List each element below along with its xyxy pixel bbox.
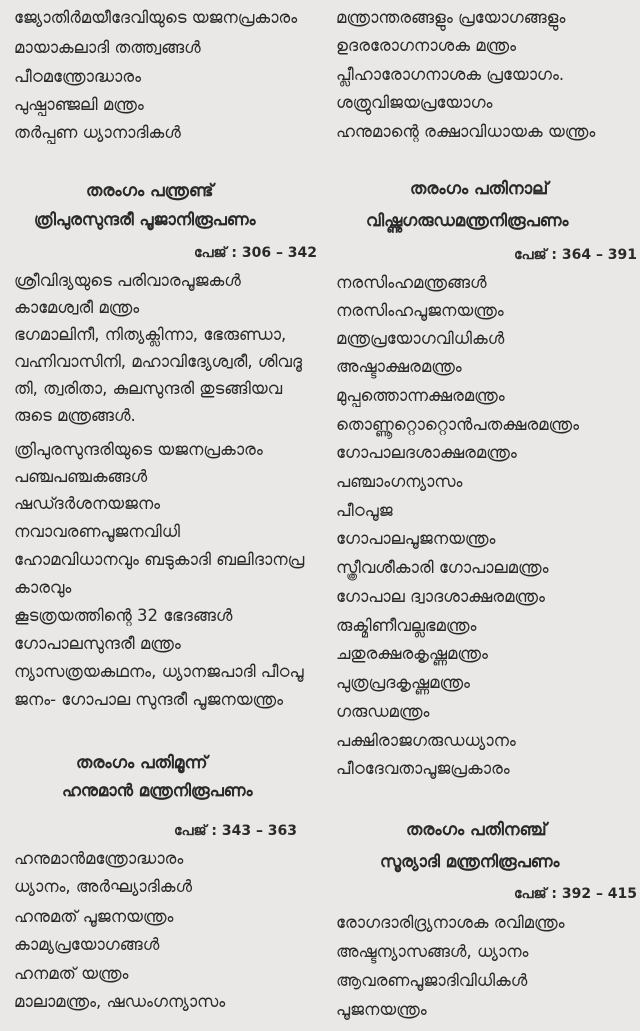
toc-entry: ശത്രുവിജയപ്രയോഗം bbox=[336, 93, 493, 112]
toc-entry: രുടെ മന്ത്രങ്ങൾ. bbox=[14, 406, 136, 425]
toc-entry: ത്രിപുരസുന്ദരിയുടെ യജനപ്രകാരം bbox=[14, 440, 263, 459]
chapter-subtitle: വിഷ്ണുഗരുഡമന്ത്രനിരൂപണം bbox=[366, 211, 569, 230]
chapter-subtitle: ത്രിപുരസുന്ദരീ പൂജാനിരൂപണം bbox=[34, 210, 256, 229]
toc-entry: മുപ്പത്തൊന്നക്ഷരമന്ത്രം bbox=[336, 386, 505, 405]
toc-entry: തൊണ്ണൂറ്റൊറ്റൊൻപതക്ഷരമന്ത്രം bbox=[336, 415, 580, 434]
toc-entry: രോഗദാരിദ്ര്യനാശക രവിമന്ത്രം bbox=[336, 913, 565, 932]
page-range: പേജ് : 343 – 363 bbox=[174, 823, 298, 839]
toc-entry: തർപ്പണ ധ്യാനാദികൾ bbox=[14, 123, 181, 142]
toc-entry: അഷ്ടാക്ഷരമന്ത്രം bbox=[336, 357, 462, 376]
toc-entry: രുക്മിണീവല്ലഭമന്ത്രം bbox=[336, 616, 477, 635]
chapter-heading: തരംഗം പതിമൂന്ന് bbox=[76, 753, 208, 773]
toc-entry: ഹനമത് യന്ത്രം bbox=[14, 964, 129, 983]
page-range: പേജ് : 364 – 391 bbox=[514, 247, 638, 263]
toc-entry: ഗോപാല ദ്വാദശാക്ഷരമന്ത്രം bbox=[336, 587, 545, 606]
toc-entry: മാലാമന്ത്രം, ഷഡംഗന്യാസം bbox=[14, 992, 226, 1011]
toc-entry: ചതുരക്ഷരകൃഷ്ണമന്ത്രം bbox=[336, 644, 488, 663]
page-range: പേജ് : 306 – 342 bbox=[194, 245, 318, 261]
toc-entry: ഷഡ്ദർശനയജനം bbox=[14, 494, 161, 513]
toc-entry: ധ്യാനം, അർഘ്യാദികൾ bbox=[14, 877, 193, 896]
toc-entry: ശ്രീവിദ്യയുടെ പരിവാരപൂജകൾ bbox=[14, 271, 241, 290]
toc-entry: ജ്യോതിർമയീദേവിയുടെ യജനപ്രകാരം bbox=[14, 8, 298, 27]
toc-entry: ന്യാസത്രയകഥനം, ധ്യാനജപാദി പീഠപൂ bbox=[14, 662, 304, 681]
toc-entry: ഗോപാലപൂജനയന്ത്രം bbox=[336, 529, 496, 548]
toc-entry: കാമ്യപ്രയോഗങ്ങൾ bbox=[14, 935, 160, 954]
toc-entry: ഭഗമാലിനീ, നിത്യക്ലിന്നാ, ഭേരുണ്ഡാ, bbox=[14, 325, 287, 344]
page-range: പേജ് : 392 – 415 bbox=[514, 886, 638, 902]
chapter-heading: തരംഗം പന്ത്രണ്ട് bbox=[86, 181, 214, 201]
toc-entry: സ്ത്രീവശീകാരി ഗോപാലമന്ത്രം bbox=[336, 558, 549, 577]
toc-entry: ഗരുഡമന്ത്രം bbox=[336, 702, 430, 721]
toc-entry: പക്ഷിരാജഗരുഡധ്യാനം bbox=[336, 731, 516, 750]
toc-entry: പീഠമന്ത്രോദ്ധാരം bbox=[14, 67, 141, 86]
toc-entry: പ്ലീഹാരോഗനാശക പ്രയോഗം. bbox=[336, 65, 565, 84]
chapter-subtitle: സൂര്യാദി മന്ത്രനിരൂപണം bbox=[380, 852, 560, 871]
toc-entry: മായാകലാദി തത്ത്വങ്ങൾ bbox=[14, 38, 201, 57]
toc-entry: ഹനുമാന്റെ രക്ഷാവിധായക യന്ത്രം bbox=[336, 122, 596, 141]
toc-entry: നവാവരണപൂജനവിധി bbox=[14, 522, 180, 541]
toc-entry: ഉദരരോഗനാശക മന്ത്രം bbox=[336, 36, 517, 55]
toc-entry: മന്ത്രാന്തരങ്ങളും പ്രയോഗങ്ങളും bbox=[336, 8, 566, 27]
toc-entry: ഗോപാലദശാക്ഷരമന്ത്രം bbox=[336, 443, 517, 462]
toc-entry: പീഠദേവതാപൂജപ്രകാരം bbox=[336, 759, 510, 778]
toc-entry: പഞ്ചാംഗന്യാസം bbox=[336, 472, 463, 491]
toc-entry: പുഷ്പാഞ്ജലി മന്ത്രം bbox=[14, 95, 144, 114]
toc-entry: വഹ്നിവാസിനി, മഹാവിദ്യേശ്വരീ, ശിവദൂ bbox=[14, 352, 303, 371]
toc-entry: അഷ്ടന്യാസങ്ങൾ, ധ്യാനം bbox=[336, 942, 529, 961]
chapter-subtitle: ഹനുമാൻ മന്ത്രനിരൂപണം bbox=[62, 781, 253, 800]
toc-entry: ജനം- ഗോപാല സുന്ദരീ പൂജനയന്ത്രം bbox=[14, 690, 284, 709]
toc-entry: ഹനുമത് പൂജനയന്ത്രം bbox=[14, 907, 174, 926]
toc-entry: ഹോമവിധാനവും ബടുകാദി ബലിദാനപ്ര bbox=[14, 550, 305, 569]
toc-entry: കാമേശ്വരീ മന്ത്രം bbox=[14, 298, 140, 317]
toc-entry: കാരവും bbox=[14, 578, 72, 597]
toc-entry: പൂജനയന്ത്രം bbox=[336, 1000, 427, 1019]
toc-entry: നരസിംഹമന്ത്രങ്ങൾ bbox=[336, 273, 487, 292]
toc-entry: ഹനുമാൻമന്ത്രോദ്ധാരം bbox=[14, 849, 184, 868]
chapter-heading: തരംഗം പതിനഞ്ച് bbox=[406, 820, 547, 840]
toc-entry: പുത്രപ്രദകൃഷ്ണമന്ത്രം bbox=[336, 673, 470, 692]
toc-entry: പഞ്ചപഞ്ചകങ്ങൾ bbox=[14, 467, 148, 486]
toc-entry: ഗോപാലസുന്ദരീ മന്ത്രം bbox=[14, 634, 181, 653]
toc-entry: കൂടത്രയത്തിന്റെ 32 ഭേദങ്ങൾ bbox=[14, 606, 233, 625]
toc-entry: പീഠപൂജ bbox=[336, 501, 393, 520]
toc-entry: നരസിംഹപൂജനയന്ത്രം bbox=[336, 301, 504, 320]
chapter-heading: തരംഗം പതിനാല് bbox=[410, 179, 549, 199]
toc-entry: തി, ത്വരിതാ, കുലസുന്ദരി തുടങ്ങിയവ bbox=[14, 379, 283, 398]
toc-entry: ആവരണപൂജാദിവിധികൾ bbox=[336, 971, 528, 990]
toc-entry: മന്ത്രപ്രയോഗവിധികൾ bbox=[336, 329, 505, 348]
